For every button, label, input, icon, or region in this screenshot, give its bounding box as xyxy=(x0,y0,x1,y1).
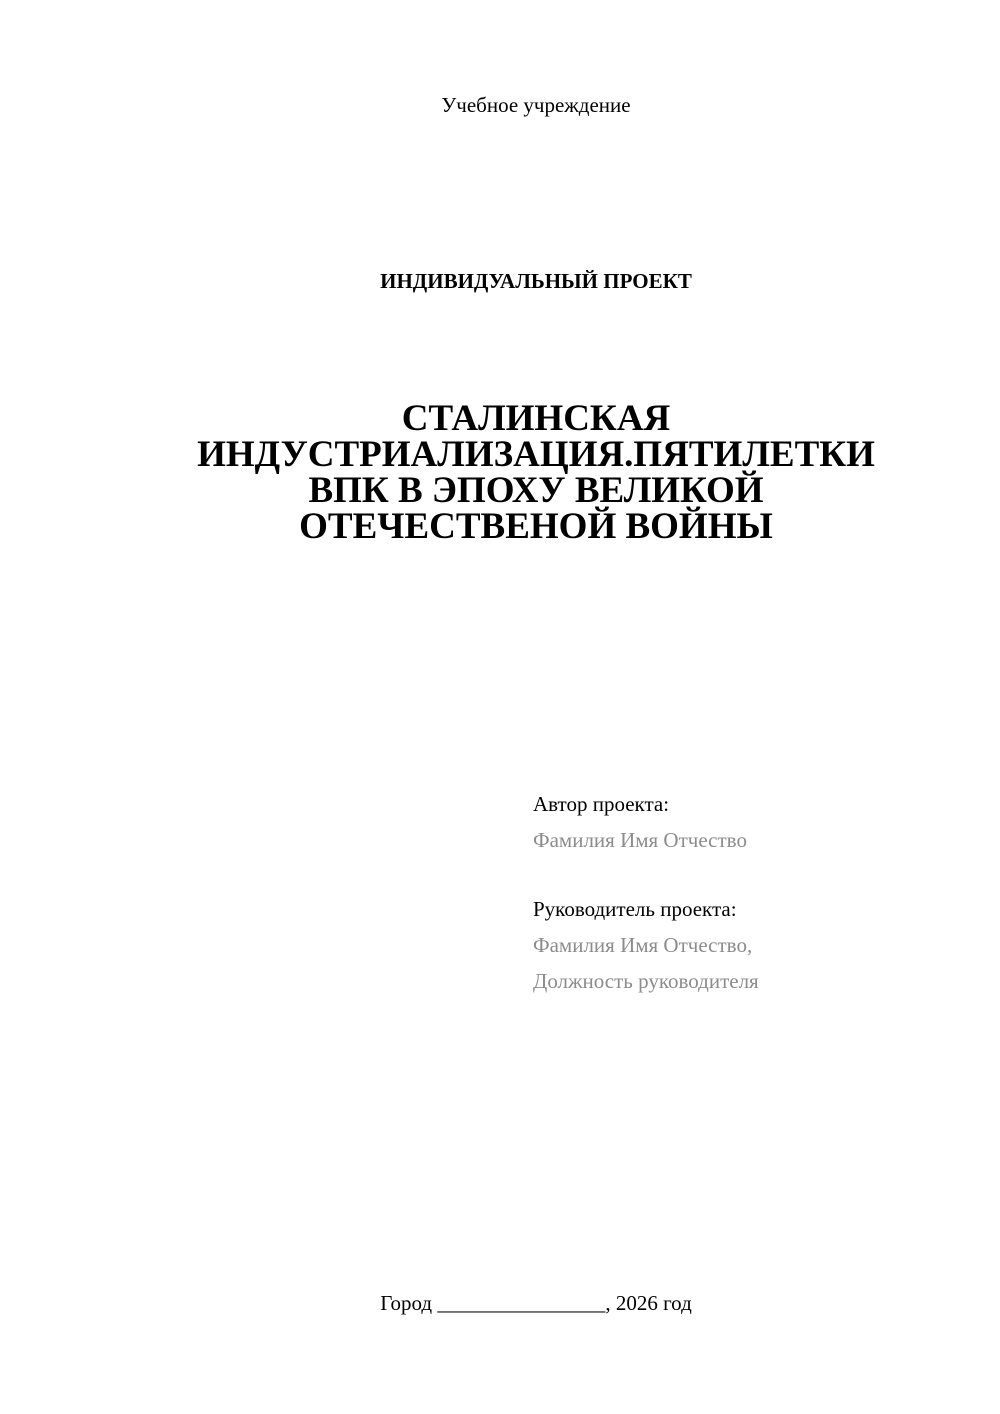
title-line: ВПК В ЭПОХУ ВЕЛИКОЙ xyxy=(308,470,764,511)
supervisor-block xyxy=(533,891,973,999)
title-line: ИНДУСТРИАЛИЗАЦИЯ.ПЯТИЛЕТКИ xyxy=(197,434,875,475)
supervisor-position-placeholder: Должность руководителя xyxy=(533,969,759,993)
title-line: ОТЕЧЕСТВЕНОЙ ВОЙНЫ xyxy=(299,506,773,547)
title-line: СТАЛИНСКАЯ xyxy=(401,398,671,439)
author-name-placeholder: Фамилия Имя Отчество xyxy=(533,828,747,852)
supervisor-label: Руководитель проекта: xyxy=(533,897,737,921)
author-block xyxy=(533,786,973,858)
project-title xyxy=(150,398,922,547)
project-type-heading: ИНДИВИДУАЛЬНЫЙ ПРОЕКТ xyxy=(380,269,692,293)
supervisor-name-placeholder: Фамилия Имя Отчество, xyxy=(533,933,753,957)
institution-name: Учебное учреждение xyxy=(441,93,631,117)
author-label: Автор проекта: xyxy=(533,792,670,816)
city-year-footer: Город ________________, 2026 год xyxy=(380,1291,692,1315)
